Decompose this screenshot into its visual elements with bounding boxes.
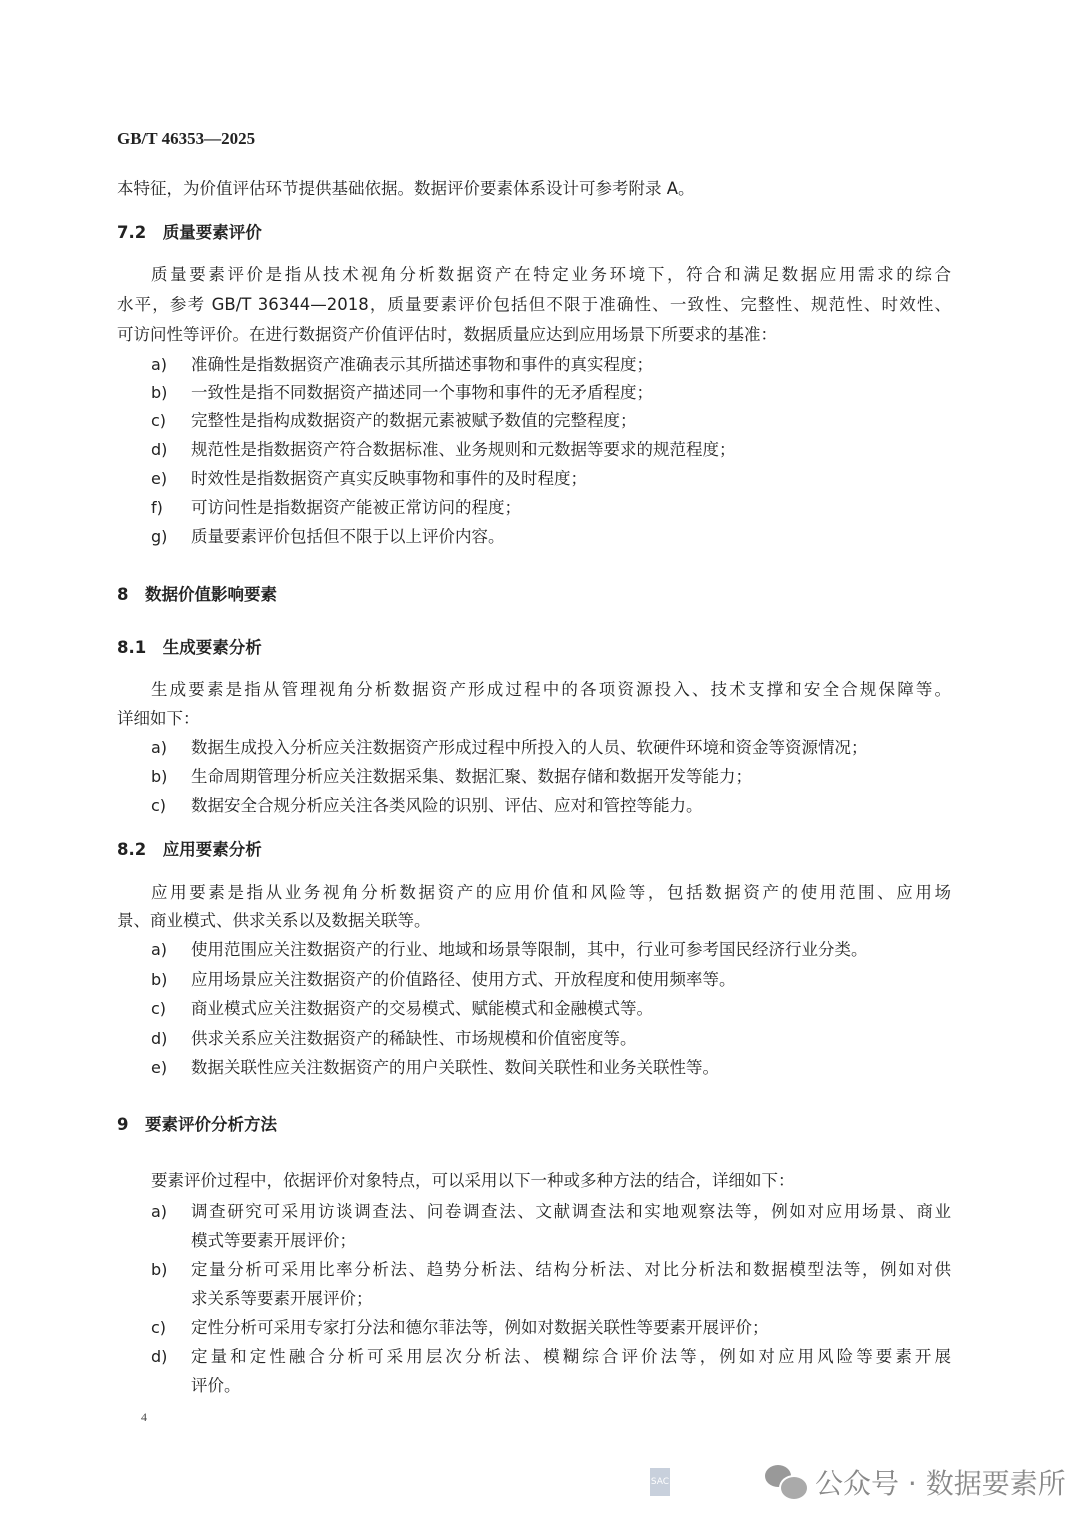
list-label: c) (151, 796, 167, 815)
sac-logo: SAC (650, 1468, 670, 1496)
list-label: a) (151, 1202, 168, 1221)
section-heading: 8.1 生成要素分析 (117, 638, 262, 657)
paragraph-line: 详细如下： (117, 709, 200, 728)
list-item-line: 质量要素评价包括但不限于以上评价内容。 (191, 527, 505, 546)
list-label: a) (151, 738, 168, 757)
list-label: g) (151, 527, 168, 546)
paragraph-line: 水平，参考 GB/T 36344—2018，质量要素评价包括但不限于准确性、一致性、完整性、规范性、时效性、 (117, 295, 951, 314)
watermark-text: 公众号 · 数据要素所 (815, 1467, 1066, 1500)
paragraph-line: 质量要素评价是指从技术视角分析数据资产在特定业务环境下，符合和满足数据应用需求的综合 (151, 265, 951, 284)
list-item-line: 使用范围应关注数据资产的行业、地域和场景等限制，其中，行业可参考国民经济行业分类。 (191, 940, 868, 959)
list-label: c) (151, 999, 167, 1018)
list-label: c) (151, 411, 167, 430)
list-item-line: 定性分析可采用专家打分法和德尔菲法等，例如对数据关联性等要素开展评价； (191, 1318, 769, 1337)
paragraph-line: 可访问性等评价。在进行数据资产价值评估时，数据质量应达到应用场景下所要求的基准： (117, 325, 777, 344)
list-item-line: 可访问性是指数据资产能被正常访问的程度； (191, 498, 521, 517)
section-heading: 9 要素评价分析方法 (117, 1115, 277, 1134)
standard-header: GB/T 46353—2025 (117, 129, 256, 148)
paragraph-line: 生成要素是指从管理视角分析数据资产形成过程中的各项资源投入、技术支撑和安全合规保障等。 (151, 680, 951, 699)
paragraph-line: 本特征，为价值评估环节提供基础依据。数据评价要素体系设计可参考附录 A。 (117, 179, 695, 198)
list-item-line: 应用场景应关注数据资产的价值路径、使用方式、开放程度和使用频率等。 (191, 970, 736, 989)
list-label: d) (151, 440, 168, 459)
list-label: b) (151, 1260, 168, 1279)
list-label: d) (151, 1029, 168, 1048)
list-item-line: 准确性是指数据资产准确表示其所描述事物和事件的真实程度； (191, 355, 653, 374)
section-heading: 8 数据价值影响要素 (117, 585, 277, 604)
paragraph-line: 应用要素是指从业务视角分析数据资产的应用价值和风险等，包括数据资产的使用范围、应用场 (151, 883, 951, 902)
wechat-icon (765, 1465, 807, 1499)
list-label: e) (151, 469, 168, 488)
list-item-line: 规范性是指数据资产符合数据标准、业务规则和元数据等要求的规范程度； (191, 440, 736, 459)
list-item-line: 定量分析可采用比率分析法、趋势分析法、结构分析法、对比分析法和数据模型法等，例如对供 (191, 1260, 951, 1279)
list-item-line: 时效性是指数据资产真实反映事物和事件的及时程度； (191, 469, 587, 488)
list-item-line: 模式等要素开展评价； (191, 1231, 356, 1250)
list-item-line: 供求关系应关注数据资产的稀缺性、市场规模和价值密度等。 (191, 1029, 637, 1048)
list-label: b) (151, 970, 168, 989)
list-label: b) (151, 767, 168, 786)
list-item-line: 调查研究可采用访谈调查法、问卷调查法、文献调查法和实地观察法等，例如对应用场景、商业 (191, 1202, 951, 1221)
list-item-line: 评价。 (191, 1376, 241, 1395)
list-item-line: 数据关联性应关注数据资产的用户关联性、数间关联性和业务关联性等。 (191, 1058, 719, 1077)
section-heading: 8.2 应用要素分析 (117, 840, 262, 859)
watermark (650, 1462, 1066, 1502)
list-item-line: 求关系等要素开展评价； (191, 1289, 373, 1308)
list-label: e) (151, 1058, 168, 1077)
list-item-line: 定量和定性融合分析可采用层次分析法、模糊综合评价法等，例如对应用风险等要素开展 (191, 1347, 951, 1366)
list-item-line: 数据安全合规分析应关注各类风险的识别、评估、应对和管控等能力。 (191, 796, 703, 815)
section-heading: 7.2 质量要素评价 (117, 223, 262, 242)
list-label: f) (151, 498, 163, 517)
list-item-line: 完整性是指构成数据资产的数据元素被赋予数值的完整程度； (191, 411, 637, 430)
list-item-line: 生命周期管理分析应关注数据采集、数据汇聚、数据存储和数据开发等能力； (191, 767, 752, 786)
paragraph-line: 要素评价过程中，依据评价对象特点，可以采用以下一种或多种方法的结合，详细如下： (151, 1171, 795, 1190)
page-number: 4 (141, 1410, 147, 1424)
paragraph-line: 景、商业模式、供求关系以及数据关联等。 (117, 911, 431, 930)
list-item-line: 数据生成投入分析应关注数据资产形成过程中所投入的人员、软硬件环境和资金等资源情况； (191, 738, 868, 757)
list-label: c) (151, 1318, 167, 1337)
list-item-line: 商业模式应关注数据资产的交易模式、赋能模式和金融模式等。 (191, 999, 653, 1018)
list-label: d) (151, 1347, 168, 1366)
list-label: a) (151, 940, 168, 959)
list-label: a) (151, 355, 168, 374)
list-item-line: 一致性是指不同数据资产描述同一个事物和事件的无矛盾程度； (191, 383, 653, 402)
list-label: b) (151, 383, 168, 402)
